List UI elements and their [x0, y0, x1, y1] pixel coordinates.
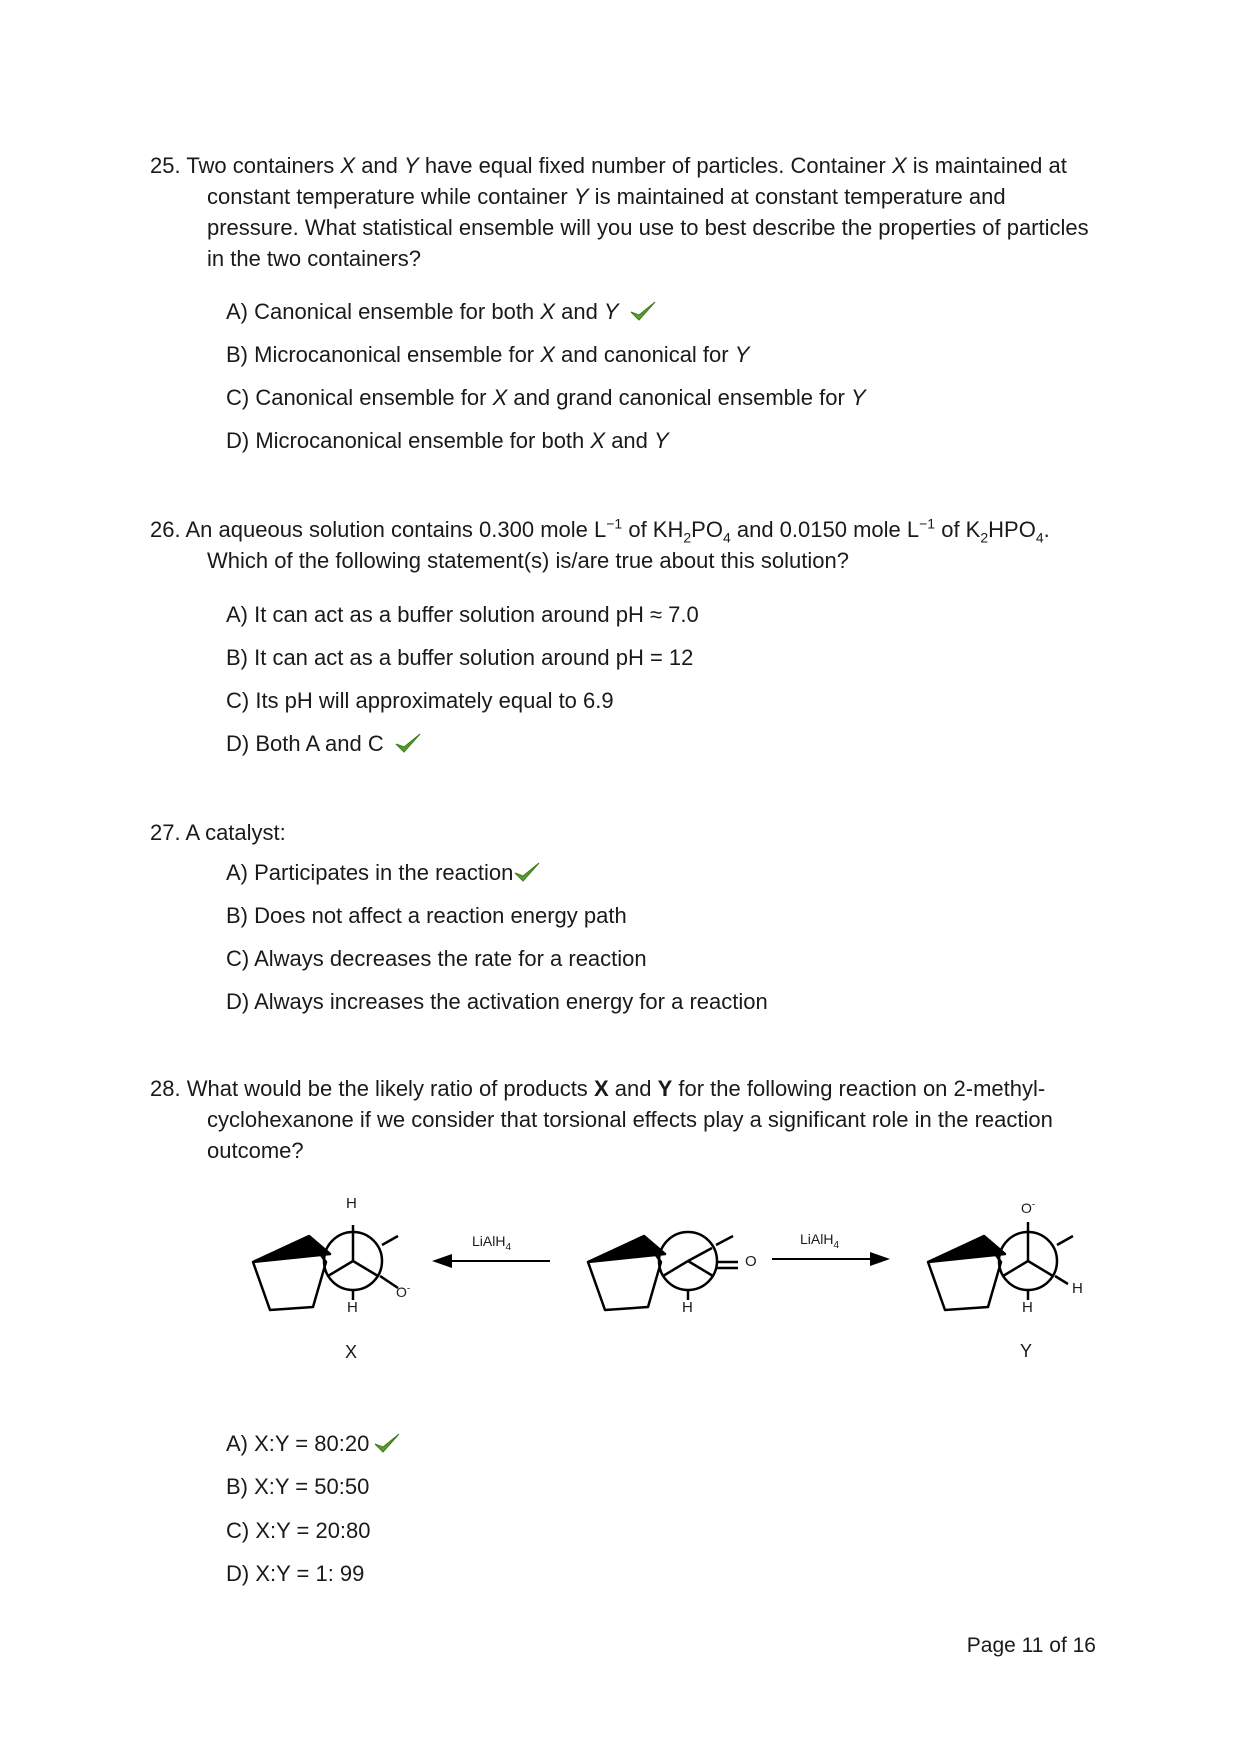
option-28-d: D) X:Y = 1: 99 [226, 1561, 365, 1586]
checkmark-icon [513, 861, 541, 883]
x-h-bottom-label: H [347, 1299, 358, 1316]
ketone-structure [588, 1232, 738, 1310]
option-26-a: A) It can act as a buffer solution around pH ≈ 7.0 [226, 602, 699, 627]
option-27-b: B) Does not affect a reaction energy path [226, 903, 627, 928]
arrow-right-head [870, 1252, 890, 1266]
y-h-bottom-label: H [1022, 1299, 1033, 1316]
checkmark-icon [394, 732, 422, 754]
x-oxide-label: O- [396, 1283, 411, 1300]
question-26 [150, 514, 1090, 576]
y-h-right-label: H [1072, 1280, 1083, 1297]
checkmark-icon [629, 300, 657, 322]
ketone-h-label: H [682, 1299, 693, 1316]
arrow-left-head [432, 1254, 452, 1268]
ketone-o-label: O [745, 1253, 757, 1270]
option-26-b: B) It can act as a buffer solution around pH = 12 [226, 645, 694, 670]
question-28-text: 28. What would be the likely ratio of products X and Y for the following reaction on 2-methyl-cyclohexanone if we consider that torsional effects play a significant role in the reaction outcome? [150, 1076, 1053, 1163]
product-y-label: Y [1020, 1341, 1033, 1361]
page-number: Page 11 of 16 [966, 1634, 1096, 1657]
option-27-d: D) Always increases the activation energy for a reaction [226, 989, 768, 1014]
option-27-c: C) Always decreases the rate for a reaction [226, 946, 647, 971]
x-h-top-label: H [346, 1195, 357, 1212]
question-26-text: 26. An aqueous solution contains 0.300 mole $L^{-1}$ of $KH_2PO_4$ and 0.0150 mole $L^{-1}$ of $K_2HPO_4$. Which of the following statement(s) is/are true about this solution? [150, 515, 1050, 573]
y-oxide-label: O- [1021, 1199, 1036, 1216]
question-25 [150, 150, 1090, 274]
product-y-structure [928, 1222, 1073, 1310]
option-27-a: A) Participates in the reaction [226, 861, 541, 885]
option-26-c: C) Its pH will approximately equal to 6.9 [226, 688, 614, 713]
reagent-right: LiAlH$_4$ [800, 1231, 840, 1251]
product-x-label: X [345, 1342, 358, 1362]
question-27 [150, 817, 1090, 848]
question-28 [150, 1073, 1090, 1166]
option-25-b: B) Microcanonical ensemble for X and canonical for Y [226, 342, 750, 367]
option-28-c: C) X:Y = 20:80 [226, 1518, 371, 1543]
question-25-text: 25. Two containers X and Y have equal fixed number of particles. Container X is maintained at constant temperature while container Y is maintained at constant temperature and pressure. What statistical ensemble will you use to best describe the properties of particles in the two containers? [150, 153, 1089, 271]
option-26-d: D) Both A and C [226, 732, 422, 756]
product-x-structure [253, 1225, 398, 1310]
option-25-a: A) Canonical ensemble for both X and Y [226, 300, 657, 324]
option-25-c: C) Canonical ensemble for X and grand canonical ensemble for Y [226, 385, 866, 410]
option-25-d: D) Microcanonical ensemble for both X and Y [226, 428, 669, 453]
option-28-b: B) X:Y = 50:50 [226, 1474, 370, 1499]
reagent-left: LiAlH$_4$ [472, 1233, 512, 1253]
option-28-a: A) X:Y = 80:20 [226, 1432, 401, 1456]
checkmark-icon [373, 1432, 401, 1454]
question-27-text: 27. A catalyst: [150, 820, 286, 845]
